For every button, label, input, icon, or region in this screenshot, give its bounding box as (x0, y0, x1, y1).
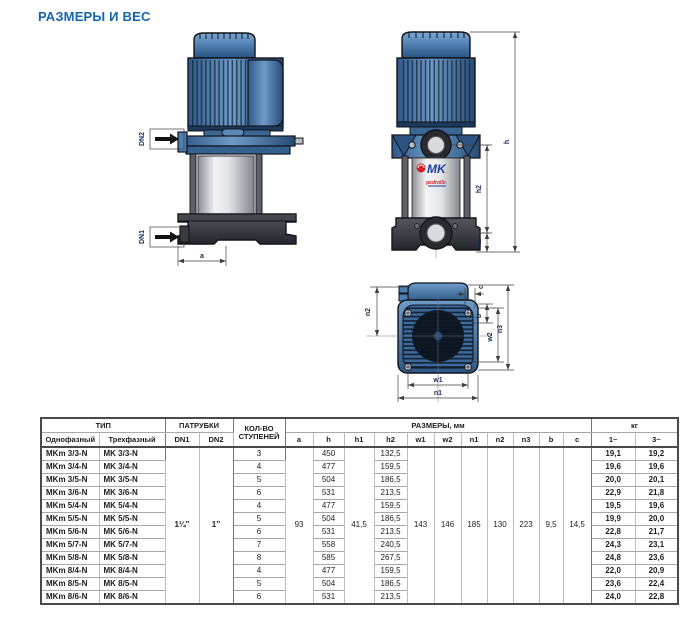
cell-kg-3ph: 19,2 (635, 447, 678, 461)
cell-a: 93 (285, 447, 313, 604)
header-group-row (41, 418, 678, 433)
cell-w2: 146 (434, 447, 461, 604)
dim-h-label: h (504, 139, 511, 145)
header-n1: n1 (461, 433, 487, 448)
cell-three-phase: MK 8/4-N (99, 565, 165, 578)
cell-three-phase: MK 3/5-N (99, 474, 165, 487)
cell-h2: 132,5 (374, 447, 407, 461)
header-n3: n3 (513, 433, 539, 448)
cell-h2: 267,5 (374, 552, 407, 565)
cell-kg-3ph: 19,6 (635, 500, 678, 513)
cell-h: 504 (313, 474, 344, 487)
cell-kg-1ph: 20,0 (591, 474, 635, 487)
cell-single-phase: MKm 8/5-N (41, 578, 99, 591)
cell-single-phase: MKm 5/6-N (41, 526, 99, 539)
cell-h2: 159,5 (374, 565, 407, 578)
cell-kg-3ph: 20,9 (635, 565, 678, 578)
cell-stages: 5 (233, 578, 285, 591)
cell-h1: 41,5 (344, 447, 374, 604)
cell-kg-3ph: 23,6 (635, 552, 678, 565)
dim-n3-label: n3 (497, 324, 504, 334)
cell-stages: 4 (233, 500, 285, 513)
cell-three-phase: MK 3/3-N (99, 447, 165, 461)
pump-side-view (126, 30, 322, 278)
cell-h2: 186,5 (374, 474, 407, 487)
header-stages-line2: СТУПЕНЕЙ (238, 431, 280, 441)
cell-single-phase: MKm 8/6-N (41, 591, 99, 605)
cell-h2: 159,5 (374, 500, 407, 513)
cell-kg-1ph: 19,6 (591, 461, 635, 474)
header-single-phase: Однофазный (41, 433, 99, 448)
header-h1: h1 (344, 433, 374, 448)
cell-h: 477 (313, 461, 344, 474)
cell-h: 504 (313, 513, 344, 526)
cell-kg-3ph: 21,8 (635, 487, 678, 500)
cell-h: 450 (313, 447, 344, 461)
cell-kg-1ph: 23,6 (591, 578, 635, 591)
dim-n1-label: n1 (433, 390, 443, 397)
table-row (41, 447, 678, 461)
cell-single-phase: MKm 8/4-N (41, 565, 99, 578)
cell-n3: 223 (513, 447, 539, 604)
dim-h1-label: h1 (476, 238, 483, 248)
cell-three-phase: MK 5/8-N (99, 552, 165, 565)
cell-n2: 130 (487, 447, 513, 604)
cell-single-phase: MKm 3/5-N (41, 474, 99, 487)
cell-stages: 3 (233, 447, 285, 461)
cell-kg-1ph: 19,9 (591, 513, 635, 526)
pump-front-view (372, 28, 572, 262)
dim-a-label: a (200, 253, 204, 260)
cell-h: 531 (313, 487, 344, 500)
header-dn2: DN2 (199, 433, 233, 448)
cell-h2: 213,5 (374, 526, 407, 539)
cell-h2: 186,5 (374, 513, 407, 526)
cell-n1: 185 (461, 447, 487, 604)
dim-h2-label: h2 (476, 184, 483, 194)
cell-h: 504 (313, 578, 344, 591)
cell-stages: 6 (233, 487, 285, 500)
header-stages-line1: КОЛ-ВО (244, 423, 274, 433)
cell-h2: 159,5 (374, 461, 407, 474)
cell-stages: 7 (233, 539, 285, 552)
cell-w1: 143 (407, 447, 434, 604)
cell-dn2: 1” (199, 447, 233, 604)
dn2-callout (139, 129, 184, 149)
header-h: h (313, 433, 344, 448)
pump-table (40, 417, 679, 605)
cell-kg-1ph: 19,1 (591, 447, 635, 461)
cell-three-phase: MK 5/7-N (99, 539, 165, 552)
mk-logo: MK (427, 162, 446, 176)
header-columns-row (41, 433, 678, 448)
header-dn1: DN1 (165, 433, 199, 448)
cell-single-phase: MKm 5/4-N (41, 500, 99, 513)
cell-three-phase: MK 3/4-N (99, 461, 165, 474)
cell-h2: 213,5 (374, 487, 407, 500)
dn2-label: DN2 (138, 131, 146, 147)
motor-fins (401, 60, 471, 124)
pedrollo-logo: pedrollo (426, 180, 446, 186)
dn2-arrow-icon (155, 134, 179, 145)
cell-stages: 5 (233, 513, 285, 526)
cell-single-phase: MKm 3/3-N (41, 447, 99, 461)
header-stages (233, 418, 285, 447)
dn1-arrow-icon (155, 232, 179, 243)
header-b: b (539, 433, 563, 448)
pump-top-view (352, 256, 608, 408)
cell-h2: 213,5 (374, 591, 407, 605)
cell-h: 585 (313, 552, 344, 565)
drain-plug (295, 138, 303, 144)
header-ports-group: ПАТРУБКИ (165, 418, 233, 433)
header-w2: w2 (434, 433, 461, 448)
dn1-port (180, 226, 189, 242)
cell-h2: 240,5 (374, 539, 407, 552)
cell-three-phase: MK 5/6-N (99, 526, 165, 539)
cell-h: 531 (313, 591, 344, 605)
cell-stages: 5 (233, 474, 285, 487)
cell-h2: 186,5 (374, 578, 407, 591)
cell-kg-3ph: 22,8 (635, 591, 678, 605)
page-title: РАЗМЕРЫ И ВЕС (38, 9, 151, 24)
cell-b: 9,5 (539, 447, 563, 604)
cell-kg-1ph: 24,3 (591, 539, 635, 552)
cell-single-phase: MKm 3/6-N (41, 487, 99, 500)
cell-kg-1ph: 24,0 (591, 591, 635, 605)
motor-cap (402, 32, 470, 58)
header-three-phase: Трехфазный (99, 433, 165, 448)
cell-stages: 4 (233, 461, 285, 474)
pump-table-body (41, 447, 678, 604)
cell-stages: 6 (233, 526, 285, 539)
cell-three-phase: MK 5/4-N (99, 500, 165, 513)
stainless-sleeve (198, 156, 254, 216)
cell-h: 477 (313, 565, 344, 578)
cell-kg-3ph: 20,0 (635, 513, 678, 526)
cell-dn1: 1¼” (165, 447, 199, 604)
cell-kg-3ph: 19,6 (635, 461, 678, 474)
cell-three-phase: MK 5/5-N (99, 513, 165, 526)
cell-c: 14,5 (563, 447, 591, 604)
cell-three-phase: MK 3/6-N (99, 487, 165, 500)
cell-h: 531 (313, 526, 344, 539)
pump-head-flange (181, 136, 295, 146)
dn1-label: DN1 (138, 229, 146, 245)
cell-single-phase: MKm 5/5-N (41, 513, 99, 526)
cell-kg-3ph: 21,7 (635, 526, 678, 539)
cell-kg-1ph: 24,8 (591, 552, 635, 565)
cell-kg-3ph: 20,1 (635, 474, 678, 487)
cell-stages: 6 (233, 591, 285, 605)
header-c: c (563, 433, 591, 448)
cell-stages: 4 (233, 565, 285, 578)
motor-fins (190, 60, 248, 126)
header-weight-group: кг (591, 418, 678, 433)
cell-single-phase: MKm 3/4-N (41, 461, 99, 474)
dim-b-label: b (476, 313, 483, 319)
header-a: a (285, 433, 313, 448)
cell-kg-1ph: 22,8 (591, 526, 635, 539)
dim-n2-label: n2 (365, 307, 372, 317)
header-h2: h2 (374, 433, 407, 448)
header-w1: w1 (407, 433, 434, 448)
header-kg-1ph: 1~ (591, 433, 635, 448)
terminal-box (248, 60, 283, 126)
dn1-callout (139, 227, 184, 247)
cell-single-phase: MKm 5/8-N (41, 552, 99, 565)
cell-kg-3ph: 22,4 (635, 578, 678, 591)
cell-kg-1ph: 22,9 (591, 487, 635, 500)
header-kg-3ph: 3~ (635, 433, 678, 448)
dim-w2-label: w2 (487, 332, 494, 342)
dim-w1-label: w1 (433, 377, 443, 384)
header-type-group: ТИП (41, 418, 165, 433)
cell-stages: 8 (233, 552, 285, 565)
dim-c-label: c (478, 285, 485, 289)
header-n2: n2 (487, 433, 513, 448)
cell-kg-3ph: 23,1 (635, 539, 678, 552)
cell-three-phase: MK 8/5-N (99, 578, 165, 591)
cell-h: 558 (313, 539, 344, 552)
cell-kg-1ph: 19,5 (591, 500, 635, 513)
header-dimensions-group: РАЗМЕРЫ, мм (285, 418, 591, 433)
cell-single-phase: MKm 5/7-N (41, 539, 99, 552)
cell-three-phase: MK 8/6-N (99, 591, 165, 605)
cell-kg-1ph: 22,0 (591, 565, 635, 578)
cell-h: 477 (313, 500, 344, 513)
